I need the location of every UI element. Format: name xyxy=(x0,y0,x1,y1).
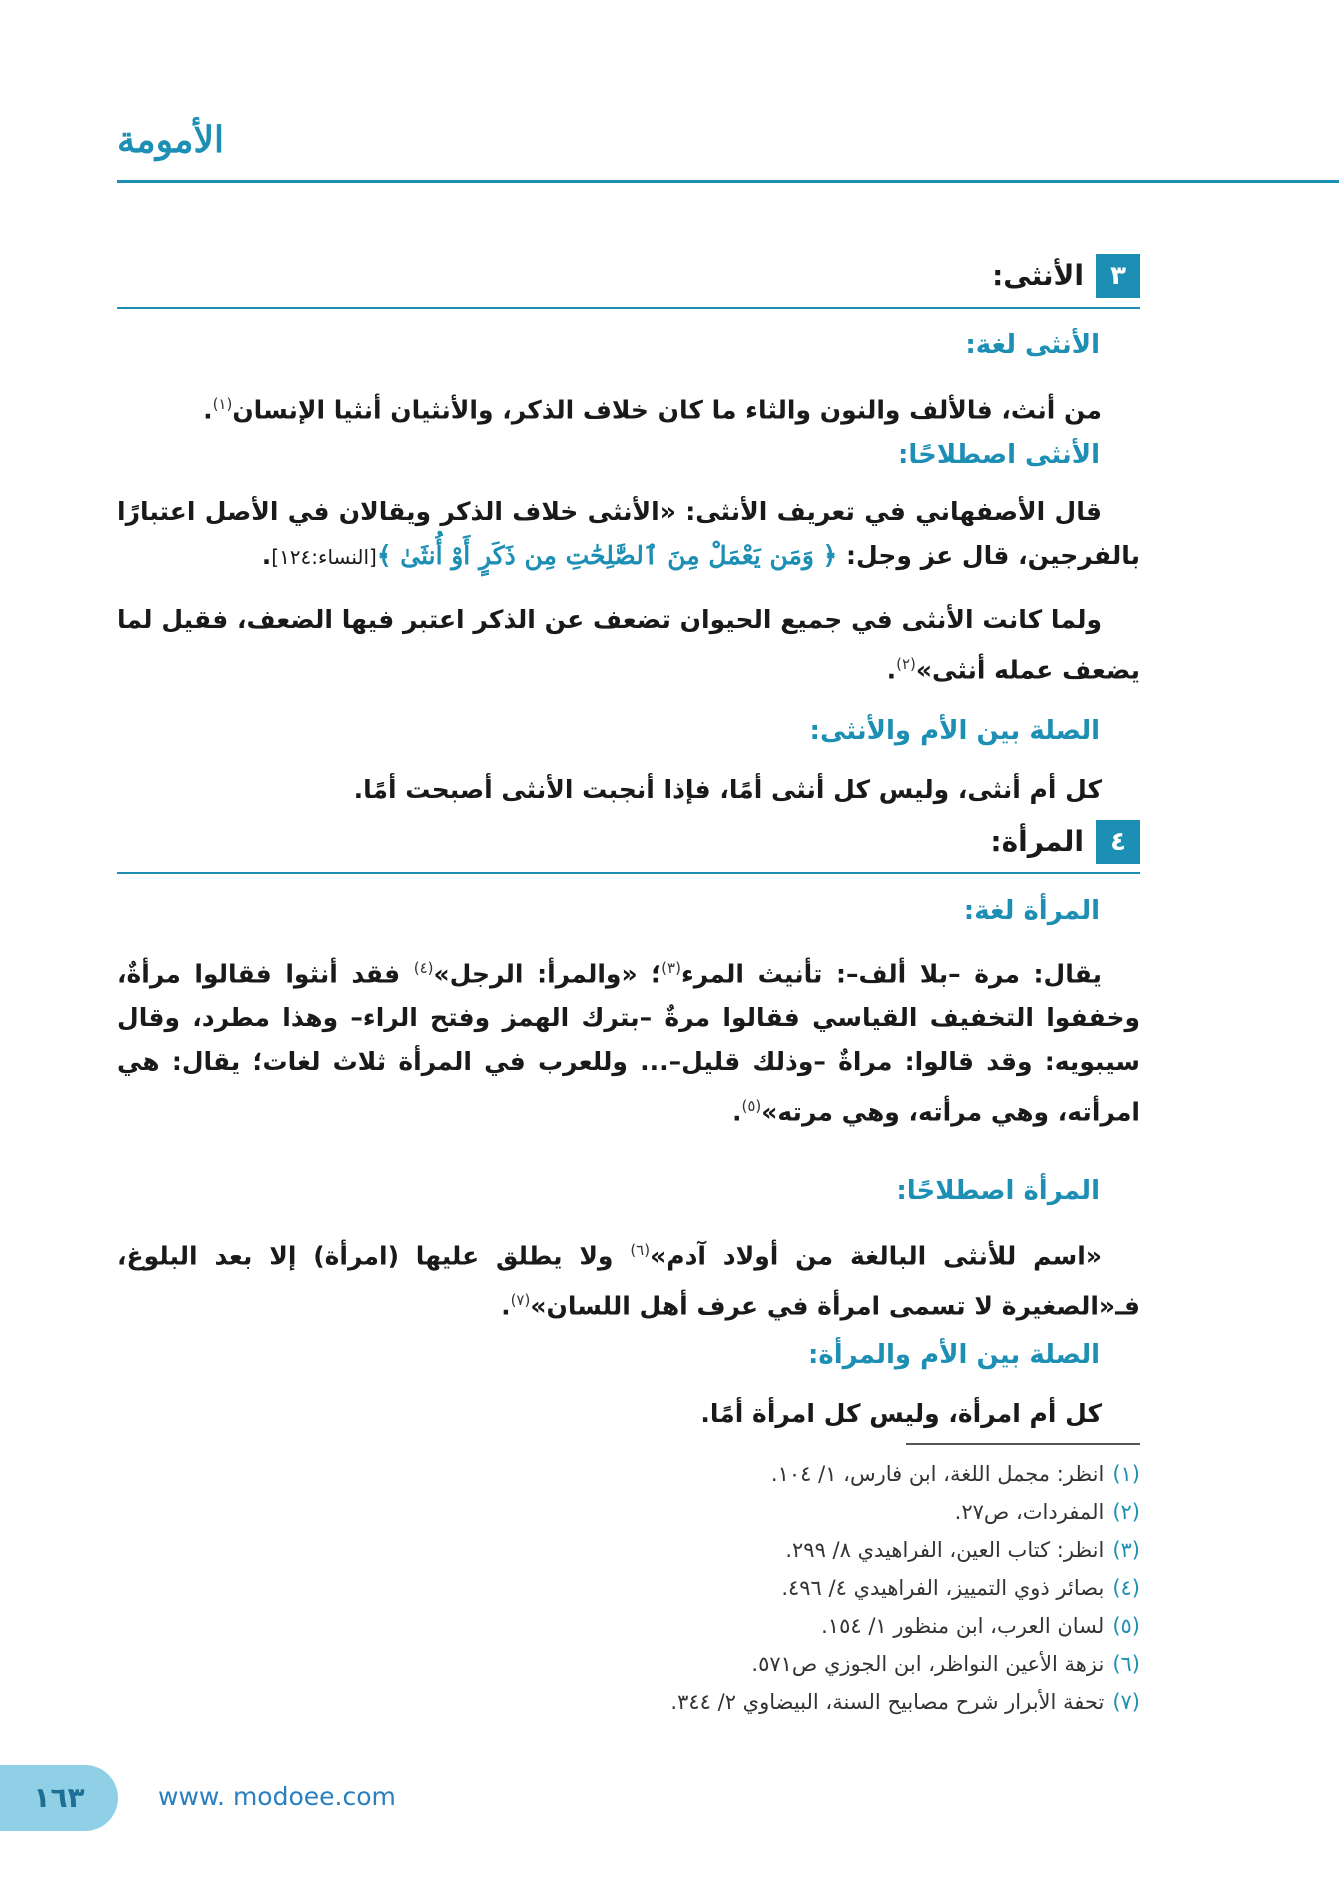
footnote: (٣)انظر: كتاب العين، الفراهيدي ٨/ ٢٩٩. xyxy=(785,1538,1140,1562)
footnote: (٦)نزهة الأعين النواظر، ابن الجوزي ص٥٧١. xyxy=(751,1652,1140,1676)
section-3-rule xyxy=(117,307,1140,309)
section-4-relation-heading: الصلة بين الأم والمرأة: xyxy=(807,1340,1100,1370)
section-4-term-heading: المرأة اصطلاحًا: xyxy=(896,1176,1100,1206)
section-3-lang-paragraph: من أنث، فالألف والنون والثاء ما كان خلاف الذكر، والأنثيان أنثيا الإنسان$^{(١)}$. xyxy=(203,395,1102,425)
section-3-relation-heading: الصلة بين الأم والأنثى: xyxy=(809,716,1100,746)
page-title: الأمومة xyxy=(117,119,224,161)
section-3-title: الأنثى: xyxy=(992,259,1084,292)
section-3-term-heading: الأنثى اصطلاحًا: xyxy=(897,440,1100,470)
section-3-relation-paragraph: كل أم أنثى، وليس كل أنثى أمًا، فإذا أنجبت الأنثى أصبحت أمًا. xyxy=(353,775,1102,804)
section-4-title: المرأة: xyxy=(990,825,1084,858)
footnote: (٤)بصائر ذوي التمييز، الفراهيدي ٤/ ٤٩٦. xyxy=(781,1576,1140,1600)
footnote-separator xyxy=(906,1443,1140,1445)
website-link[interactable]: www. modoee.com xyxy=(158,1782,396,1811)
footnote: (٢)المفردات، ص٢٧. xyxy=(954,1500,1140,1524)
footnote-ref-4[interactable]: (٤) xyxy=(413,959,434,977)
section-4-header xyxy=(117,820,1140,864)
footnote-ref-2[interactable]: (٢) xyxy=(896,655,916,673)
footnote: (١)انظر: مجمل اللغة، ابن فارس، ١/ ١٠٤. xyxy=(770,1462,1140,1486)
section-3-term-paragraph-2: ولما كانت الأنثى في جميع الحيوان تضعف عن الذكر اعتبر فيها الضعف، فقيل لما يضعف عمله أنثى»$^{(٢)}$. xyxy=(117,605,1140,685)
footnote-ref-6[interactable]: (٦) xyxy=(630,1241,651,1259)
section-4-lang-paragraph: يقال: مرة –بلا ألف–: تأنيث المرء$^{(٣)}$؛ «والمرأ: الرجل»$^{(٤)}$ فقد أنثوا فقالوا مرأةٌ، وخففوا التخفيف القياسي فقالوا مرةٌ –بترك الهمز وفتح الراء– وهذا مطرد، وقال سيبويه: وقد قالوا: مراةٌ –وذلك قليل–... وللعرب في المرأة ثلاث لغات؛ يقال: هي امرأته، وهي مرأته، وهي مرته»$^{(٥)}$. xyxy=(117,959,1140,1127)
section-3-header xyxy=(117,254,1140,298)
section-4-lang-heading: المرأة لغة: xyxy=(963,896,1100,926)
section-3-lang-heading: الأنثى لغة: xyxy=(965,330,1100,360)
title-rule xyxy=(117,180,1339,183)
footnote-ref-3[interactable]: (٣) xyxy=(661,959,681,977)
footnote: (٧)تحفة الأبرار شرح مصابيح السنة، البيضاوي ٢/ ٣٤٤. xyxy=(670,1690,1140,1714)
footnotes xyxy=(670,1455,1140,1721)
section-3-term-paragraph-1: قال الأصفهاني في تعريف الأنثى: «الأنثى خلاف الذكر ويقالان في الأصل اعتبارًا بالفرجين، قال عز وجل: ﴿ وَمَن يَعْمَلْ مِنَ ٱلصَّٰلِحَٰتِ مِن ذَكَرٍ أَوْ أُنثَىٰ ﴾[النساء:١٢٤]. xyxy=(117,497,1140,570)
page-number: ١٦٣ xyxy=(0,1765,118,1831)
verse-reference: [النساء:١٢٤] xyxy=(271,545,377,569)
footnote-ref-7[interactable]: (٧) xyxy=(510,1291,531,1310)
section-4-rule xyxy=(117,872,1140,874)
section-3-number: ٣ xyxy=(1096,254,1140,298)
footnote-ref-5[interactable]: (٥) xyxy=(741,1097,762,1116)
section-4-number: ٤ xyxy=(1096,820,1140,864)
footnote-ref-1[interactable]: (١) xyxy=(212,395,233,413)
footnote: (٥)لسان العرب، ابن منظور ١/ ١٥٤. xyxy=(821,1614,1140,1638)
section-4-relation-paragraph: كل أم امرأة، وليس كل امرأة أمًا. xyxy=(700,1399,1102,1428)
section-4-term-paragraph: «اسم للأنثى البالغة من أولاد آدم»$^{(٦)}$ ولا يطلق عليها (امرأة) إلا بعد البلوغ، فـ«الصغيرة لا تسمى امرأة في عرف أهل اللسان»$^{(٧)}$. xyxy=(117,1241,1140,1321)
quran-verse: ﴿ وَمَن يَعْمَلْ مِنَ ٱلصَّٰلِحَٰتِ مِن ذَكَرٍ أَوْ أُنثَىٰ ﴾ xyxy=(376,541,838,570)
